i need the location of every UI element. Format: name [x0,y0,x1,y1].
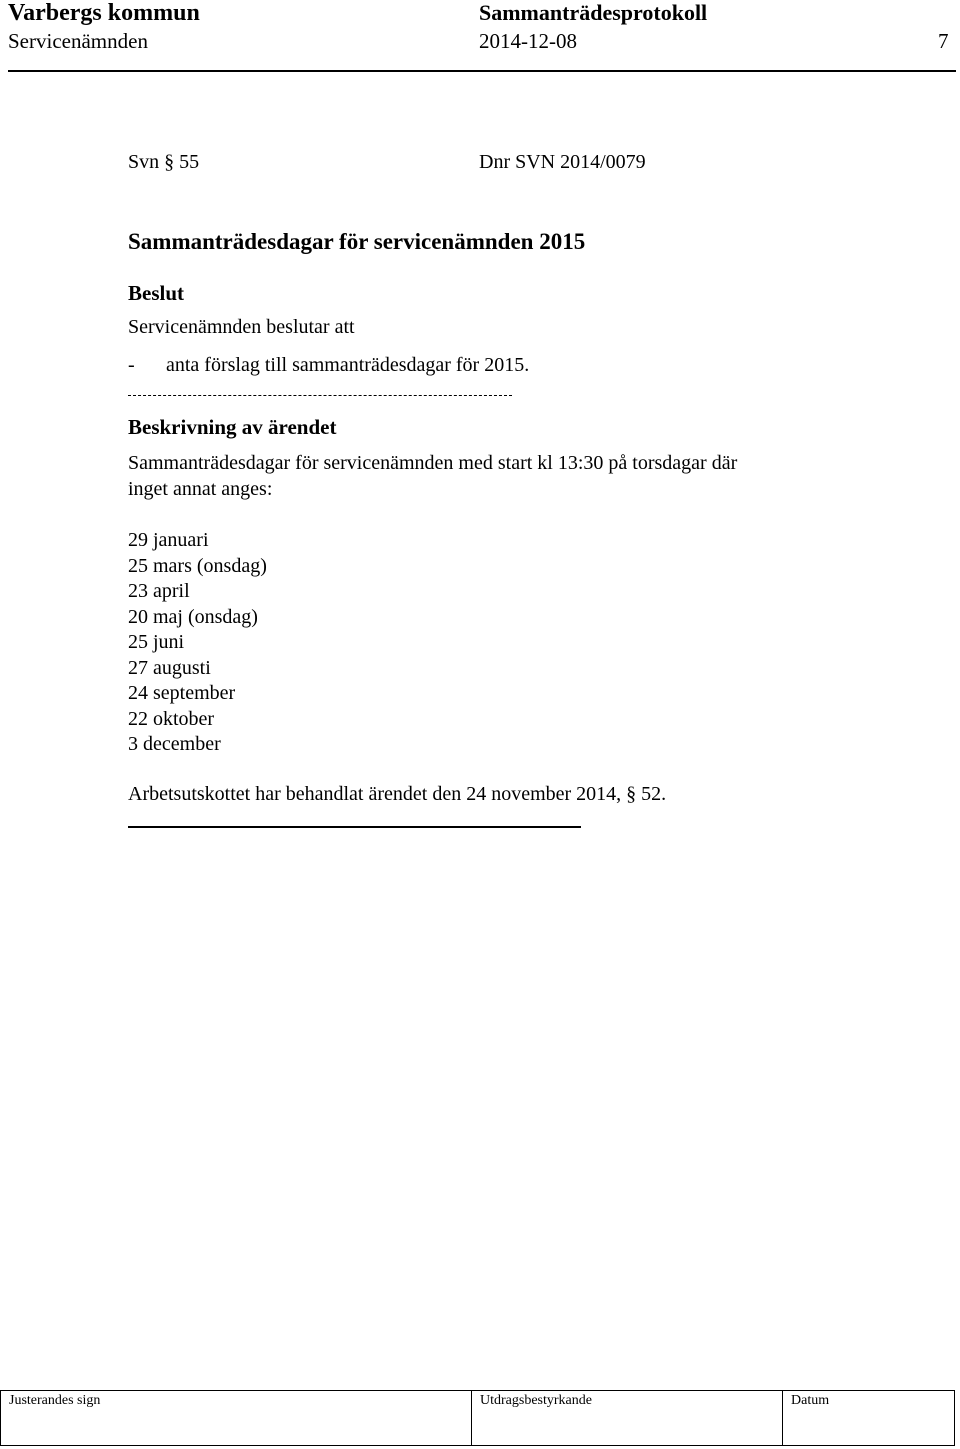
document-type: Sammanträdesprotokoll [479,0,708,25]
organization-name: Varbergs kommun [8,0,200,26]
description-line-2: inget annat anges: [128,478,273,500]
meeting-dates-list [128,528,267,758]
section-end-rule [128,826,581,828]
footer-certified-cell [472,1391,783,1445]
list-item: 23 april [128,580,190,602]
list-item: 27 augusti [128,656,211,679]
meeting-date: 2014-12-08 [479,29,577,53]
page-number: 7 [938,29,949,53]
footer-sign-cell [1,1391,472,1445]
case-number: Svn § 55 [128,151,200,173]
registration-number: Dnr SVN 2014/0079 [479,151,646,173]
list-dash: - [128,354,135,376]
list-item: 25 juni [128,631,185,653]
list-item: 24 september [128,682,236,704]
description-heading: Beskrivning av ärendet [128,415,337,439]
decision-item-text: anta förslag till sammanträdesdagar för 2015. [166,354,530,376]
list-item: 20 maj (onsdag) [128,605,258,628]
decision-heading: Beslut [128,281,185,305]
footer-date-cell [783,1391,954,1445]
header-divider [8,70,956,72]
committee-name: Servicenämnden [8,29,148,53]
footer-date-label: Datum [791,1393,830,1408]
footer-sign-label: Justerandes sign [9,1393,101,1408]
list-item: 3 december [128,733,221,755]
list-item: 29 januari [128,529,209,551]
decision-intro: Servicenämnden beslutar att [128,316,355,338]
signature-footer [0,1390,955,1446]
footer-certified-label: Utdragsbestyrkande [480,1393,592,1408]
decision-item [128,354,529,377]
document-title: Sammanträdesdagar för servicenämnden 2015 [128,229,586,254]
dashed-separator [128,395,512,396]
list-item: 25 mars (onsdag) [128,554,267,577]
description-line-1: Sammanträdesdagar för servicenämnden med start kl 13:30 på torsdagar där [128,452,738,474]
committee-note: Arbetsutskottet har behandlat ärendet den 24 november 2014, § 52. [128,783,667,805]
list-item: 22 oktober [128,707,215,730]
